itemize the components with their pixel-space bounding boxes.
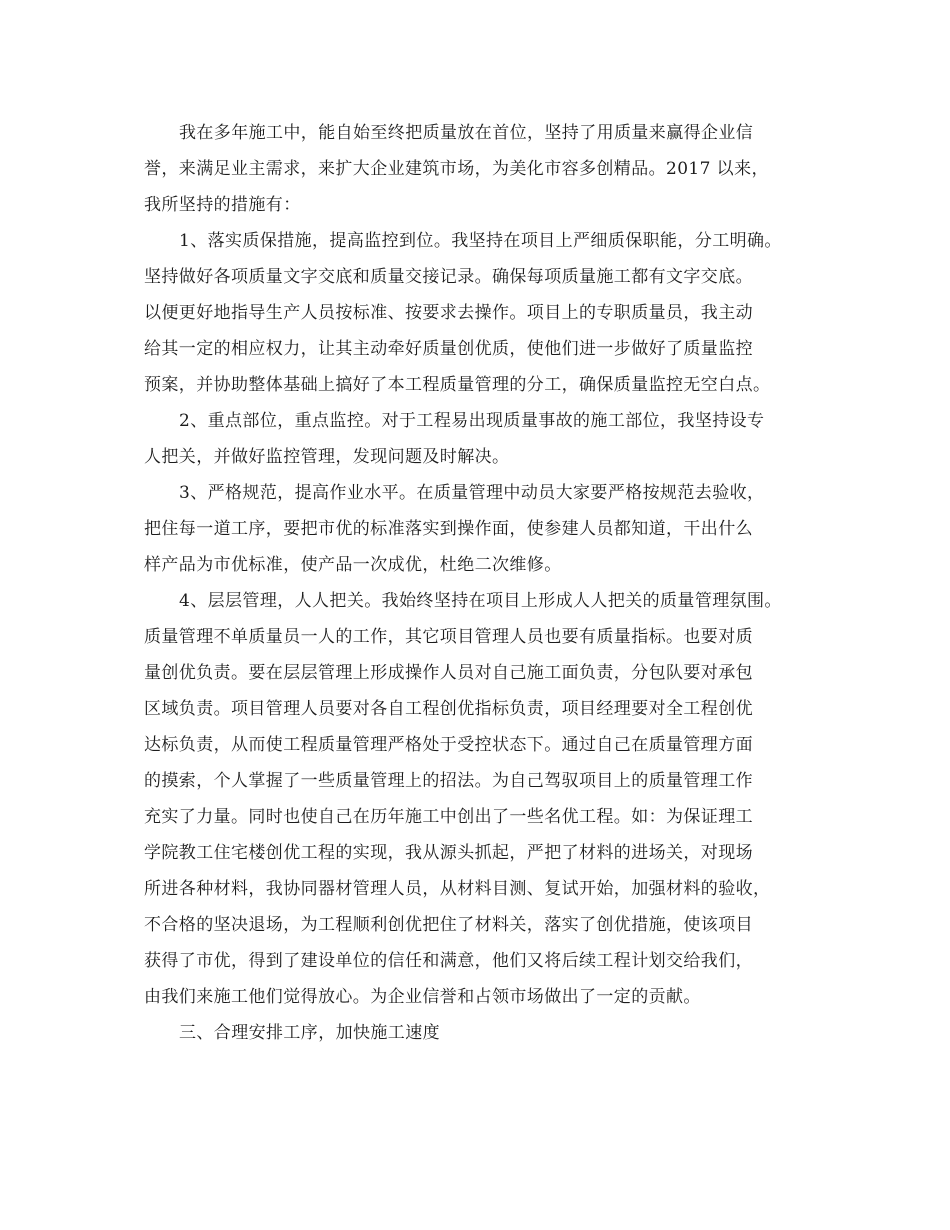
text-line: 誉，来满足业主需求，来扩大企业建筑市场，为美化市容多创精品。2017 以来，: [144, 159, 769, 179]
text-line: 区域负责。项目管理人员要对各自工程创优指标负责，项目经理要对全工程创优: [144, 699, 753, 719]
text-line: 的摸索，个人掌握了一些质量管理上的招法。为自己驾驭项目上的质量管理工作: [144, 771, 753, 791]
text-line: 2、重点部位，重点监控。对于工程易出现质量事故的施工部位，我坚持设专: [179, 411, 765, 431]
text-line: 充实了力量。同时也使自己在历年施工中创出了一些名优工程。如：为保证理工: [144, 807, 753, 827]
text-line: 达标负责，从而使工程质量管理严格处于受控状态下。通过自己在质量管理方面: [144, 735, 753, 755]
text-line: 给其一定的相应权力，让其主动牵好质量创优质，使他们进一步做好了质量监控: [144, 339, 753, 359]
text-line: 3、严格规范，提高作业水平。在质量管理中动员大家要严格按规范去验收，: [179, 483, 765, 503]
text-line: 预案，并协助整体基础上搞好了本工程质量管理的分工，确保质量监控无空白点。: [144, 375, 771, 395]
text-line: 学院教工住宅楼创优工程的实现，我从源头抓起，严把了材料的进场关，对现场: [144, 843, 753, 863]
text-line: 把住每一道工序，要把市优的标准落实到操作面，使参建人员都知道，干出什么: [144, 519, 753, 539]
text-line: 由我们来施工他们觉得放心。为企业信誉和占领市场做出了一定的贡献。: [144, 987, 701, 1007]
text-line: 4、层层管理，人人把关。我始终坚持在项目上形成人人把关的质量管理氛围。: [179, 591, 782, 611]
text-line: 质量管理不单质量员一人的工作，其它项目管理人员也要有质量指标。也要对质: [144, 627, 753, 647]
text-line: 所进各种材料，我协同器材管理人员，从材料目测、复试开始，加强材料的验收，: [144, 879, 771, 899]
text-line: 不合格的坚决退场，为工程顺利创优把住了材料关，落实了创优措施，使该项目: [144, 915, 753, 935]
text-line: 样产品为市优标准，使产品一次成优，杜绝二次维修。: [144, 555, 562, 575]
text-line: 量创优负责。要在层层管理上形成操作人员对自己施工面负责，分包队要对承包: [144, 663, 753, 683]
text-line: 我所坚持的措施有：: [144, 195, 301, 215]
text-line: 以便更好地指导生产人员按标准、按要求去操作。项目上的专职质量员，我主动: [144, 303, 753, 323]
text-line: 坚持做好各项质量文字交底和质量交接记录。确保每项质量施工都有文字交底。: [144, 267, 753, 287]
text-line: 人把关，并做好监控管理，发现问题及时解决。: [144, 447, 510, 467]
text-line: 1、落实质保措施，提高监控到位。我坚持在项目上严细质保职能，分工明确。: [179, 231, 782, 251]
text-line: 我在多年施工中，能自始至终把质量放在首位，坚持了用质量来赢得企业信: [179, 123, 754, 143]
section-heading: 三、合理安排工序，加快施工速度: [179, 1023, 440, 1043]
text-line: 获得了市优，得到了建设单位的信任和满意，他们又将后续工程计划交给我们，: [144, 951, 753, 971]
